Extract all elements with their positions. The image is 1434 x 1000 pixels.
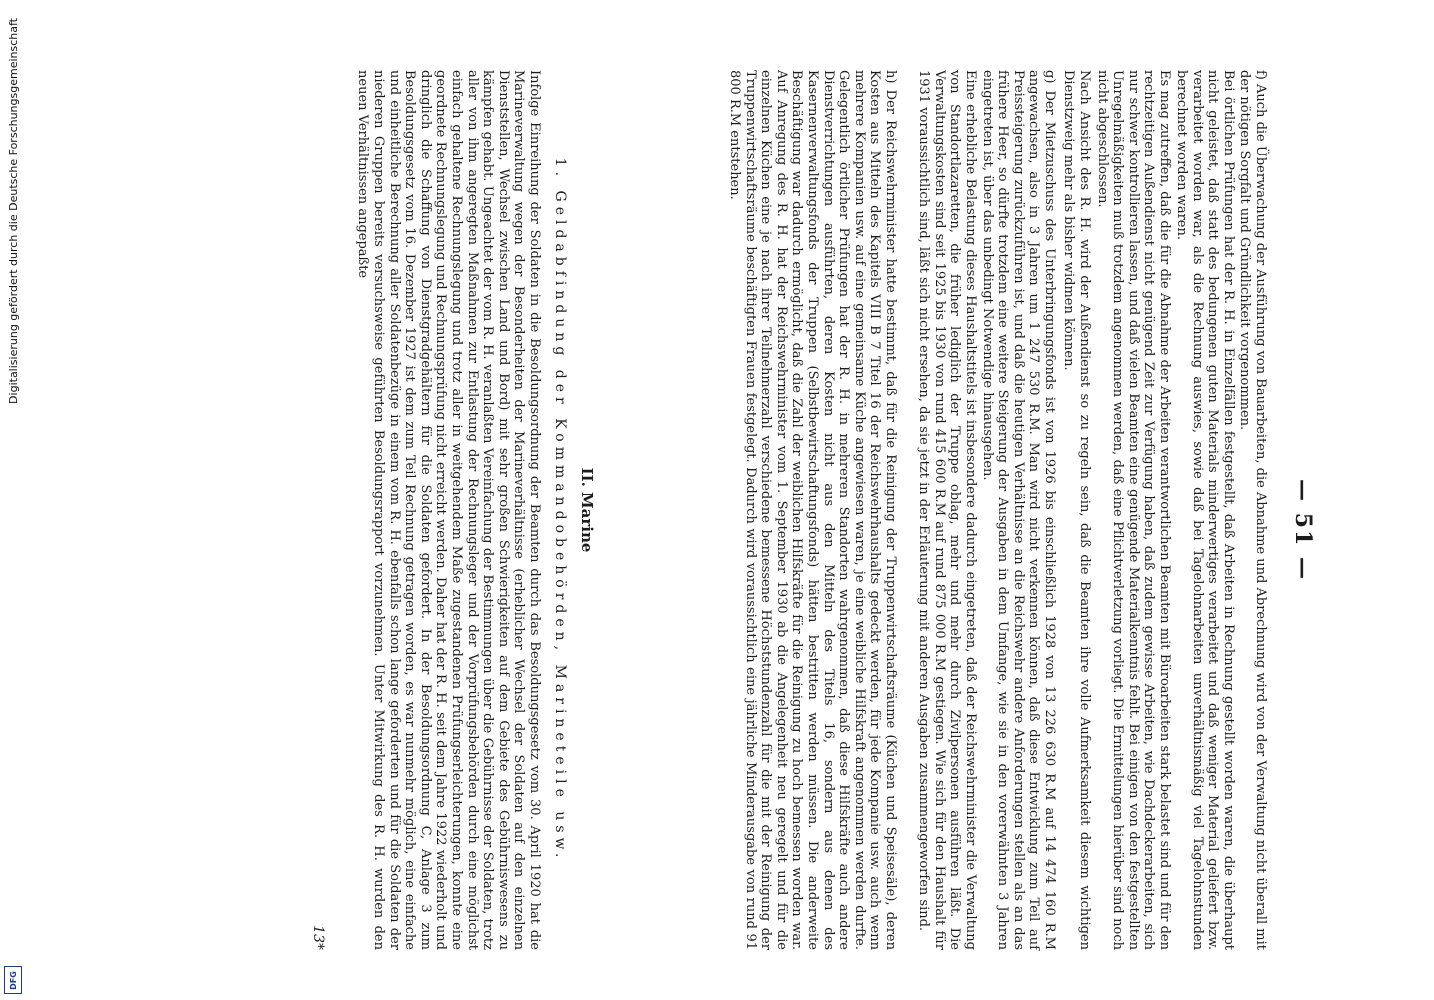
paragraph-belastung: Eine erhebliche Belastung dieses Haushaltstitels ist insbesondere dadurch eingetreten, daß der Reichswehrminister die Verwaltung von Standortlazaretten, die früher lediglich der Truppe oblag, mehr und mehr durch Zivilpersonen ausführen läßt. Die Verwaltungskosten sind seit 1925 bis 1930 von rund 415 600 R.M auf rund 875 000 R.M gestiegen. Wie sich für den Haushalt für 1931 voraussichtlich sind, läßt sich nicht ersehen, da sie jetzt in der Erläuterung mit anderen Ausgaben zusammengeworfen sind. bbox=[916, 70, 978, 950]
paragraph-pruefungen: Bei örtlichen Prüfungen hat der R. H. in Einzelfällen festgestellt, daß Arbeiten in Rechnung gestellt worden waren, die überhaupt nicht geleistet, daß statt des bedungenen guten Materials minderwertiges verarbeitet und daß weniger Material geliefert bzw. verarbeitet worden war, als die Rechnung auswies, sowie daß bei Tagelohnarbeiten unverhältnismäßig viel Tagelohnstunden berechnet worden waren. bbox=[1174, 70, 1236, 950]
paragraph-abnahme: Es mag zutreffen, daß die für die Abnahme der Arbeiten verantwortlichen Beamten mit Büroarbeiten stark belastet sind und für den rechtzeitigen Außendienst nicht genügend Zeit zur Verfügung haben, daß zudem gewisse Arbeiten, wie Dachdeckerarbeiten, sich nur schwer kontrollieren lassen, und daß vielen Beamten eine genügende Materialkenntnis fehlt. Bei einigen von den festgestellten Unregelmäßigkeiten muß trotzdem angenommen werden, daß eine Pflichtverletzung vorliegt. Die Ermittelungen hierüber sind noch nicht abgeschlossen. bbox=[1094, 70, 1172, 950]
signature-mark: 13* bbox=[310, 925, 326, 950]
page-number: — 51 — bbox=[1290, 479, 1316, 581]
paragraph-g: g) Der Mietzuschuss des Unterbringungsfonds ist von 1926 bis einschließlich 1928 von 13 226 630 R.M auf 14 474 160 R.M angewachsen, also in 3 Jahren um 1 247 530 R.M. Man wird nicht verkennen können, daß diese Entwicklung zum Teil auf Preissteigerung zurückzuführen ist, und daß die heutigen Verhältnisse an die Reichswehr andere Anforderungen stellen als an das frühere Heer, so dürfte trotzdem eine weitere Steigerung der Ausgaben in dem Umfange, wie sie in den vorerwähnten 3 Jahren eingetreten ist, über das unbedingt Notwendige hinausgehen. bbox=[979, 70, 1057, 950]
dfg-logo-text: DFG bbox=[8, 970, 18, 990]
paragraph-aussendienst: Nach Ansicht des R. H. wird der Außendienst so zu regeln sein, daß die Beamten ihre volle Aufmerksamkeit diesem wichtigen Dienstzweig mehr als bisher widmen können. bbox=[1061, 70, 1092, 950]
credit-text: Digitalisierung gefördert durch die Deutsche Forschungsgemeinschaft bbox=[7, 18, 20, 404]
subsection-heading: 1. Geldabfindung der Kommandobehörden, Marineteile usw. bbox=[552, 157, 568, 863]
dfg-logo-icon bbox=[4, 966, 22, 994]
digitization-credit bbox=[0, 0, 28, 1000]
paragraph-f: f) Auch die Überwachung der Ausführung von Bauarbeiten, die Abnahme und Abrechnung wird von der Verwaltung nicht überall mit der nötigen Sorgfalt und Gründlichkeit vorgenommen. bbox=[1237, 70, 1268, 950]
paragraph-h: h) Der Reichswehrminister hatte bestimmt, daß für die Reinigung der Truppenwirtschaftsräume (Küchen und Speisesäle), deren Kosten aus Mitteln des Kapitels VIII B 7 Titel 16 der Reichswehrhaushalts gedeckt werden, für jede Kompanie usw. auch wenn mehrere Kompanien usw. auf eine gemeinsame Küche angewiesen waren, je eine weibliche Hilfskraft angenommen werden durfte. Gelegentlich örtlicher Prüfungen hat der R. H. in mehreren Standorten wahrgenommen, daß diese Hilfskräfte auch andere Dienstverrichtungen ausführten, deren Kosten nicht aus den Mitteln des Titels 16, sondern aus denen des Kasernenverwaltungsfonds der Truppen (Selbstbewirtschaftungsfonds) hätten bestritten werden müssen. Die anderweite Beschäftigung war dadurch ermöglicht, daß die Zahl der weiblichen Hilfskräfte für die Reinigung zu hoch bemessen worden war. Auf Anregung des R. H. hat der Reichswehrminister vom 1. September 1930 ab die Angelegenheit neu geregelt und für die einzelnen Küchen eine je nach ihrer Teilnehmerzahl verschiedene bemessene Höchststundenzahl für die mit der Reinigung der Truppenwirtschaftsräume beschäftigten Frauen festgelegt. Dadurch wird voraussichtlich eine jährliche Minderausgabe von rund 91 800 R.M entstehen. bbox=[727, 70, 898, 950]
section-heading: II. Marine bbox=[578, 467, 596, 553]
paragraph-geldabfindung: Infolge Einreihung der Soldaten in die Besoldungsordnung der Beamten durch das Besoldungsgesetz vom 30. April 1920 hat die Marineverwaltung wegen der Besonderheiten der Marineverhältnisse (erheblicher Wechsel der Soldaten auf den einzelnen Dienststellen, Wechsel zwischen Land und Bord) mit sehr großen Schwierigkeiten auf dem Gebiete des Gebührniswesens zu kämpfen gehabt. Ungeachtet der vom R. H. veranlaßten Vereinfachung der Bestimmungen über die Gebührnisse der Soldaten, trotz aller von ihm angeregten Maßnahmen zur Entlastung der Rechnungsleger und der Vorprüfungsbehörden durch eine möglichst einfach gehaltene Rechnungslegung und trotz aller in weitgehendem Maße zugestandenen Prüfungserleichterungen, konnte eine geordnete Rechnungslegung und Rechnungsprüfung nicht erreicht werden. Daher hat der R. H. seit dem Jahre 1922 wiederholt und dringlich die Schaffung von Dienstgradgehältern für die Soldaten gefordert. In der Besoldungsordnung C, Anlage 3 zum Besoldungsgesetz vom 16. Dezember 1927 ist dem zum Teil Rechnung getragen worden, es war nunmehr möglich, eine einfache und einheitliche Berechnung aller Soldatenbezüge in einem vom R. H. ebenfalls schon lange geforderten und für die Soldaten der niederen Gruppen bereits versuchsweise geführten Besoldungsrapport vorzunehmen. Unter Mitwirkung des R. H. wurden den neuen Verhältnissen angepaßte bbox=[355, 70, 542, 950]
